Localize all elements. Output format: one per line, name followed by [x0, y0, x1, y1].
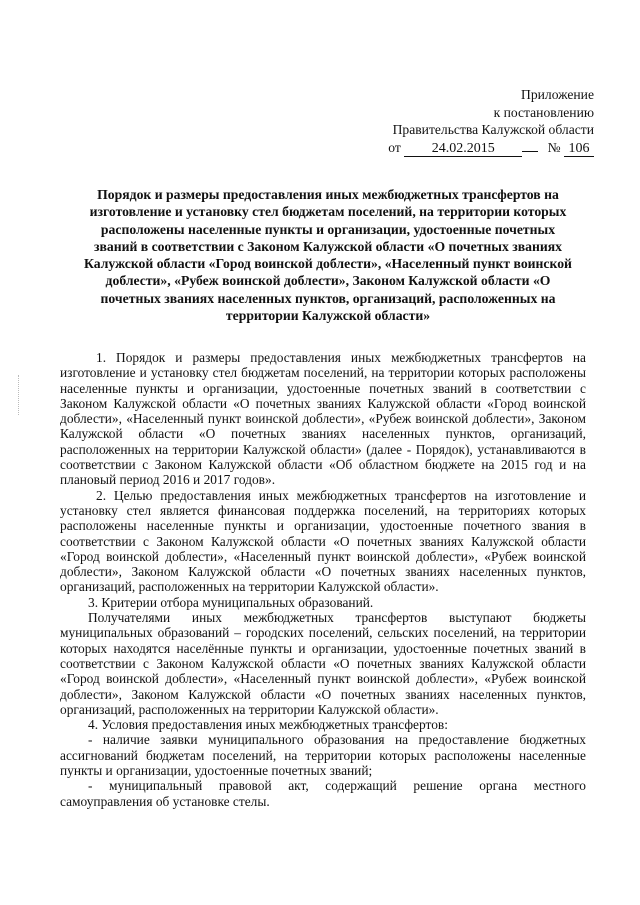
date-number-line: [388, 139, 594, 157]
from-label: от: [388, 139, 401, 155]
margin-mark: [18, 375, 20, 415]
document-title: Порядок и размеры предоставления иных межбюджетных трансфертов на изготовление и установку стел бюджетам поселений, на территории которых расположены населенные пункты и организации, удостоенные почетных званий в соответствии с Законом Калужской области «О почетных званиях Калужской области «Город воинской доблести», «Населенный пункт воинской доблести», «Рубеж воинской доблести», Законом Калужской области «О почетных званиях населенных пунктов, организаций, расположенных на территории Калужской области»: [84, 187, 572, 324]
paragraph-2: 2. Целью предоставления иных межбюджетных трансфертов на изготовление и установку стел является финансовая поддержка поселений, на территориях которых расположены населенные пункты и организации, удостоенные почетного звания в соответствии с Законом Калужской области «О почетных званиях Калужской области «Город воинской доблести», «Населенный пункт воинской доблести», «Рубеж воинской доблести», Законом Калужской области «О почетных званиях населенных пунктов, организаций, расположенных на территории Калужской области».: [60, 487, 586, 595]
government-label: Правительства Калужской области: [392, 122, 594, 137]
resolution-number: 106: [564, 141, 594, 157]
appendix-label: Приложение: [521, 87, 594, 102]
document-body: [60, 350, 586, 809]
list-item-1: - наличие заявки муниципального образования на предоставление бюджетных ассигнований бюджетам поселений, на территории которых расположены населенные пункты и организации, удостоенные почетных званий;: [60, 732, 586, 779]
paragraph-1: 1. Порядок и размеры предоставления иных межбюджетных трансфертов на изготовление и установку стел бюджетам поселений, на территории которых расположены населенные пункты и организации, удостоенные почетных званий в соответствии с Законом Калужской области «О почетных званиях Калужской области «Город воинской доблести», «Населенный пункт воинской доблести», «Рубеж воинской доблести», Законом Калужской области «О почетных званиях населенных пунктов, организаций, расположенных на территории Калужской области» (далее - Порядок), устанавливаются в соответствии с Законом Калужской области «Об областном бюджете на 2015 год и на плановый период 2016 и 2017 годов».: [60, 350, 586, 488]
number-sign: №: [547, 139, 561, 155]
appendix-header: [388, 86, 594, 157]
paragraph-4: Получателями иных межбюджетных трансфертов выступают бюджеты муниципальных образований – городских поселений, сельских поселений, на территории которых находятся населённые пункты и организации, удостоенные почетных званий в соответствии с Законом Калужской области «О почетных званиях Калужской области «Город воинской доблести», «Населенный пункт воинской доблести», «Рубеж воинской доблести», Законом Калужской области «О почетных званиях населенных пунктов, организаций, расположенных на территории Калужской области».: [60, 610, 586, 717]
list-item-2: - муниципальный правовой акт, содержащий решение органа местного самоуправления об установке стелы.: [60, 778, 586, 809]
date-underline-tail: [522, 151, 538, 152]
resolution-label: к постановлению: [493, 104, 594, 120]
paragraph-3: 3. Критерии отбора муниципальных образований.: [88, 594, 374, 610]
paragraph-5: 4. Условия предоставления иных межбюджетных трансфертов:: [88, 717, 448, 733]
resolution-date: 24.02.2015: [404, 141, 522, 157]
